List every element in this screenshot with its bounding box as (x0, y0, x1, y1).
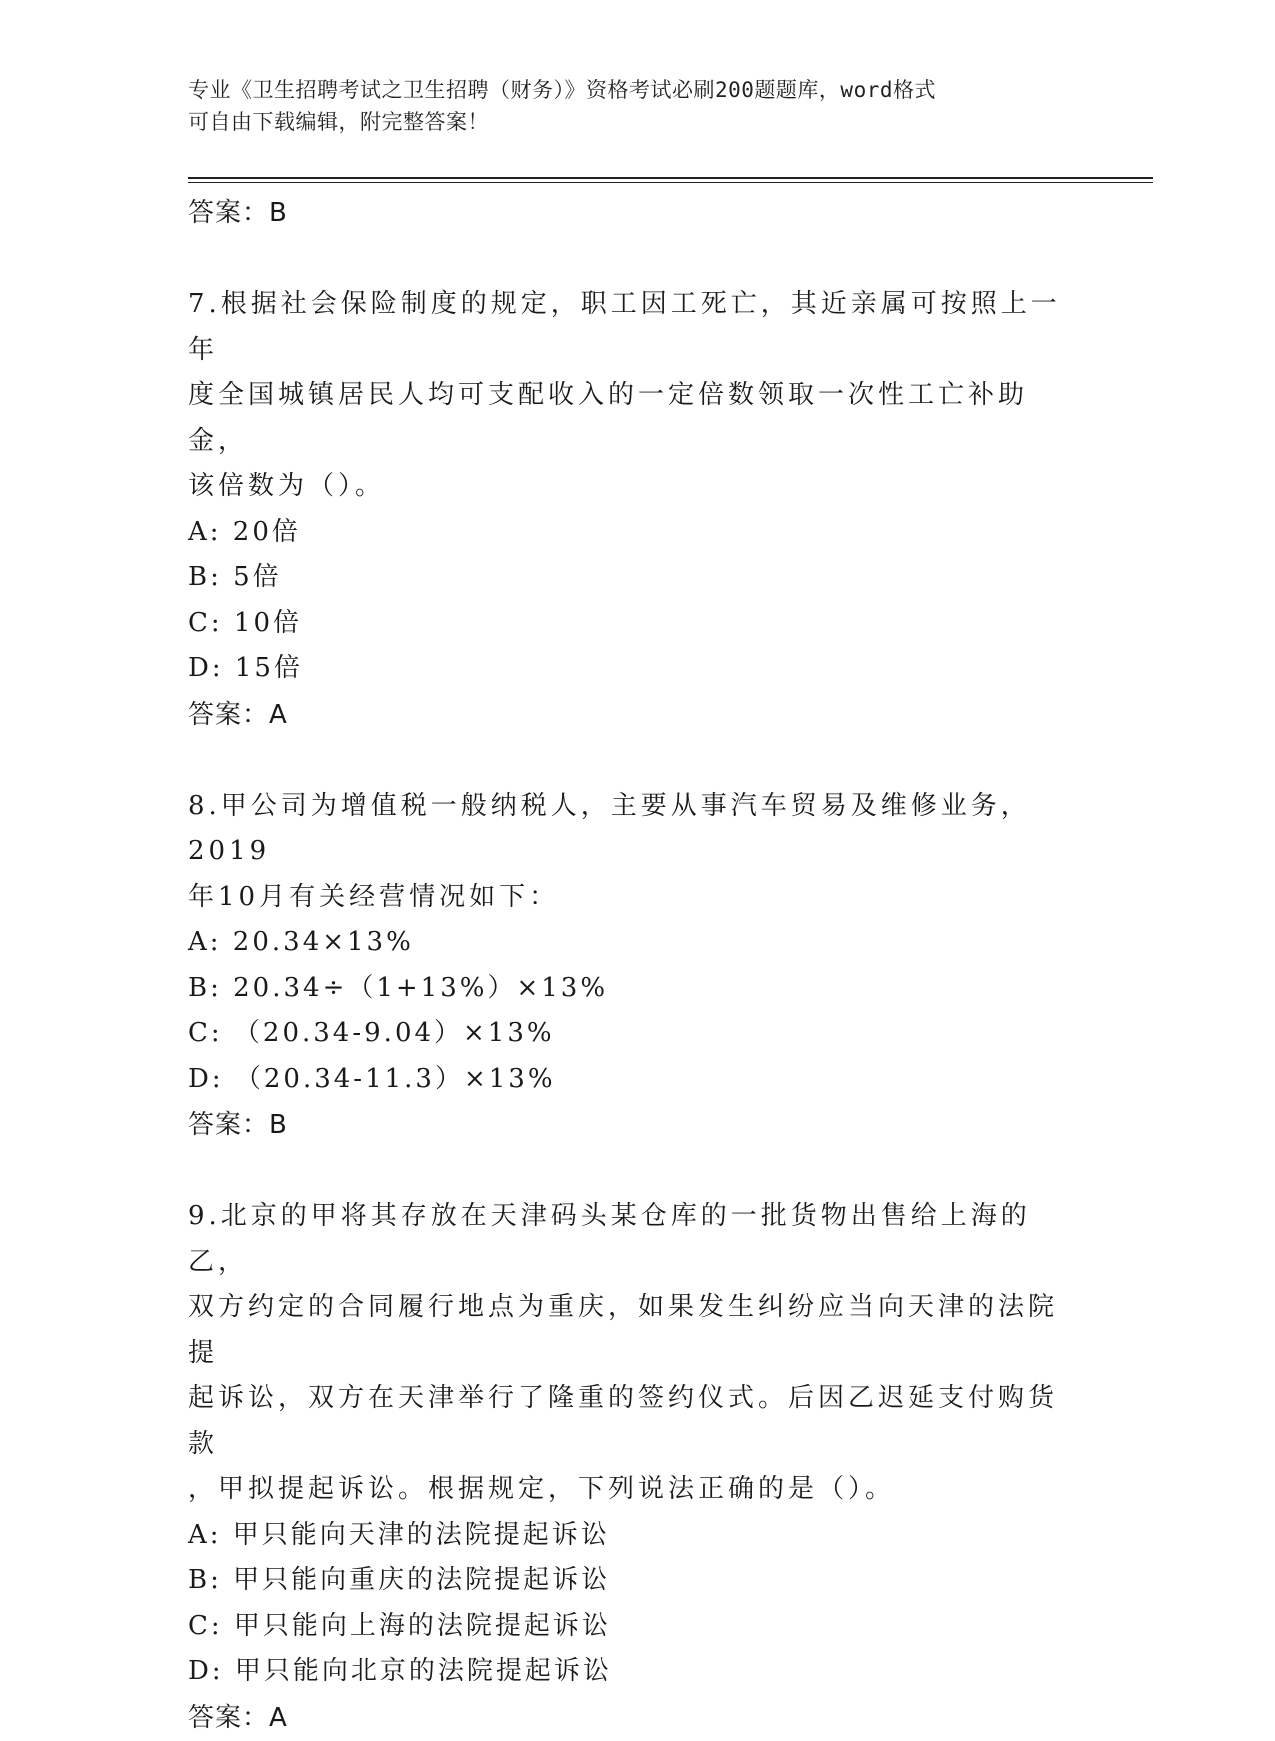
option-c: C: 10倍 (188, 607, 303, 638)
option-a: A: 20倍 (188, 516, 301, 547)
question-answer: 答案：B (188, 1110, 288, 1140)
header-rule-thin (188, 182, 1153, 183)
option-a: A: 20.34×13% (188, 927, 414, 957)
question-9 (188, 1194, 1068, 1741)
previous-answer: 答案：B (188, 198, 288, 228)
option-b: B: 甲只能向重庆的法院提起诉讼 (188, 1565, 611, 1595)
question-answer: 答案：A (188, 1702, 288, 1733)
option-c: C: （20.34-9.04）×13% (188, 1018, 555, 1048)
header-rule-thick (188, 177, 1153, 179)
question-list (188, 190, 1068, 1741)
question-7 (188, 282, 1068, 738)
option-d: D: 甲只能向北京的法院提起诉讼 (188, 1656, 612, 1686)
question-stem: 9.北京的甲将其存放在天津码头某仓库的一批货物出售给上海的乙， 双方约定的合同履行地点为重庆，如果发生纠纷应当向天津的法院提 起诉讼，双方在天津举行了隆重的签约仪式。后因乙迟延支付购货款 ，甲拟提起诉讼。根据规定，下列说法正确的是（）。 (188, 1201, 1059, 1504)
header-line-1: 专业《卫生招聘考试之卫生招聘（财务）》资格考试必刷200题题库，word格式 (188, 78, 936, 102)
question-answer: 答案：A (188, 699, 288, 730)
option-b: B: 20.34÷（1+13%）×13% (188, 972, 609, 1003)
spacer (188, 1148, 1068, 1194)
spacer (188, 738, 1068, 784)
question-stem: 7.根据社会保险制度的规定，职工因工死亡，其近亲属可按照上一年 度全国城镇居民人均可支配收入的一定倍数领取一次性工亡补助金， 该倍数为（）。 (188, 289, 1061, 501)
option-c: C: 甲只能向上海的法院提起诉讼 (188, 1610, 611, 1641)
question-stem: 8.甲公司为增值税一般纳税人，主要从事汽车贸易及维修业务，2019 年10月有关经营情况如下： (188, 790, 1031, 912)
option-b: B: 5倍 (188, 562, 282, 592)
option-d: D: （20.34-11.3）×13% (188, 1063, 556, 1094)
option-d: D: 15倍 (188, 653, 303, 683)
option-a: A: 甲只能向天津的法院提起诉讼 (188, 1519, 610, 1550)
question-8 (188, 784, 1068, 1149)
spacer (188, 236, 1068, 282)
page-header (188, 74, 1068, 138)
header-line-2: 可自由下载编辑，附完整答案！ (188, 110, 489, 134)
